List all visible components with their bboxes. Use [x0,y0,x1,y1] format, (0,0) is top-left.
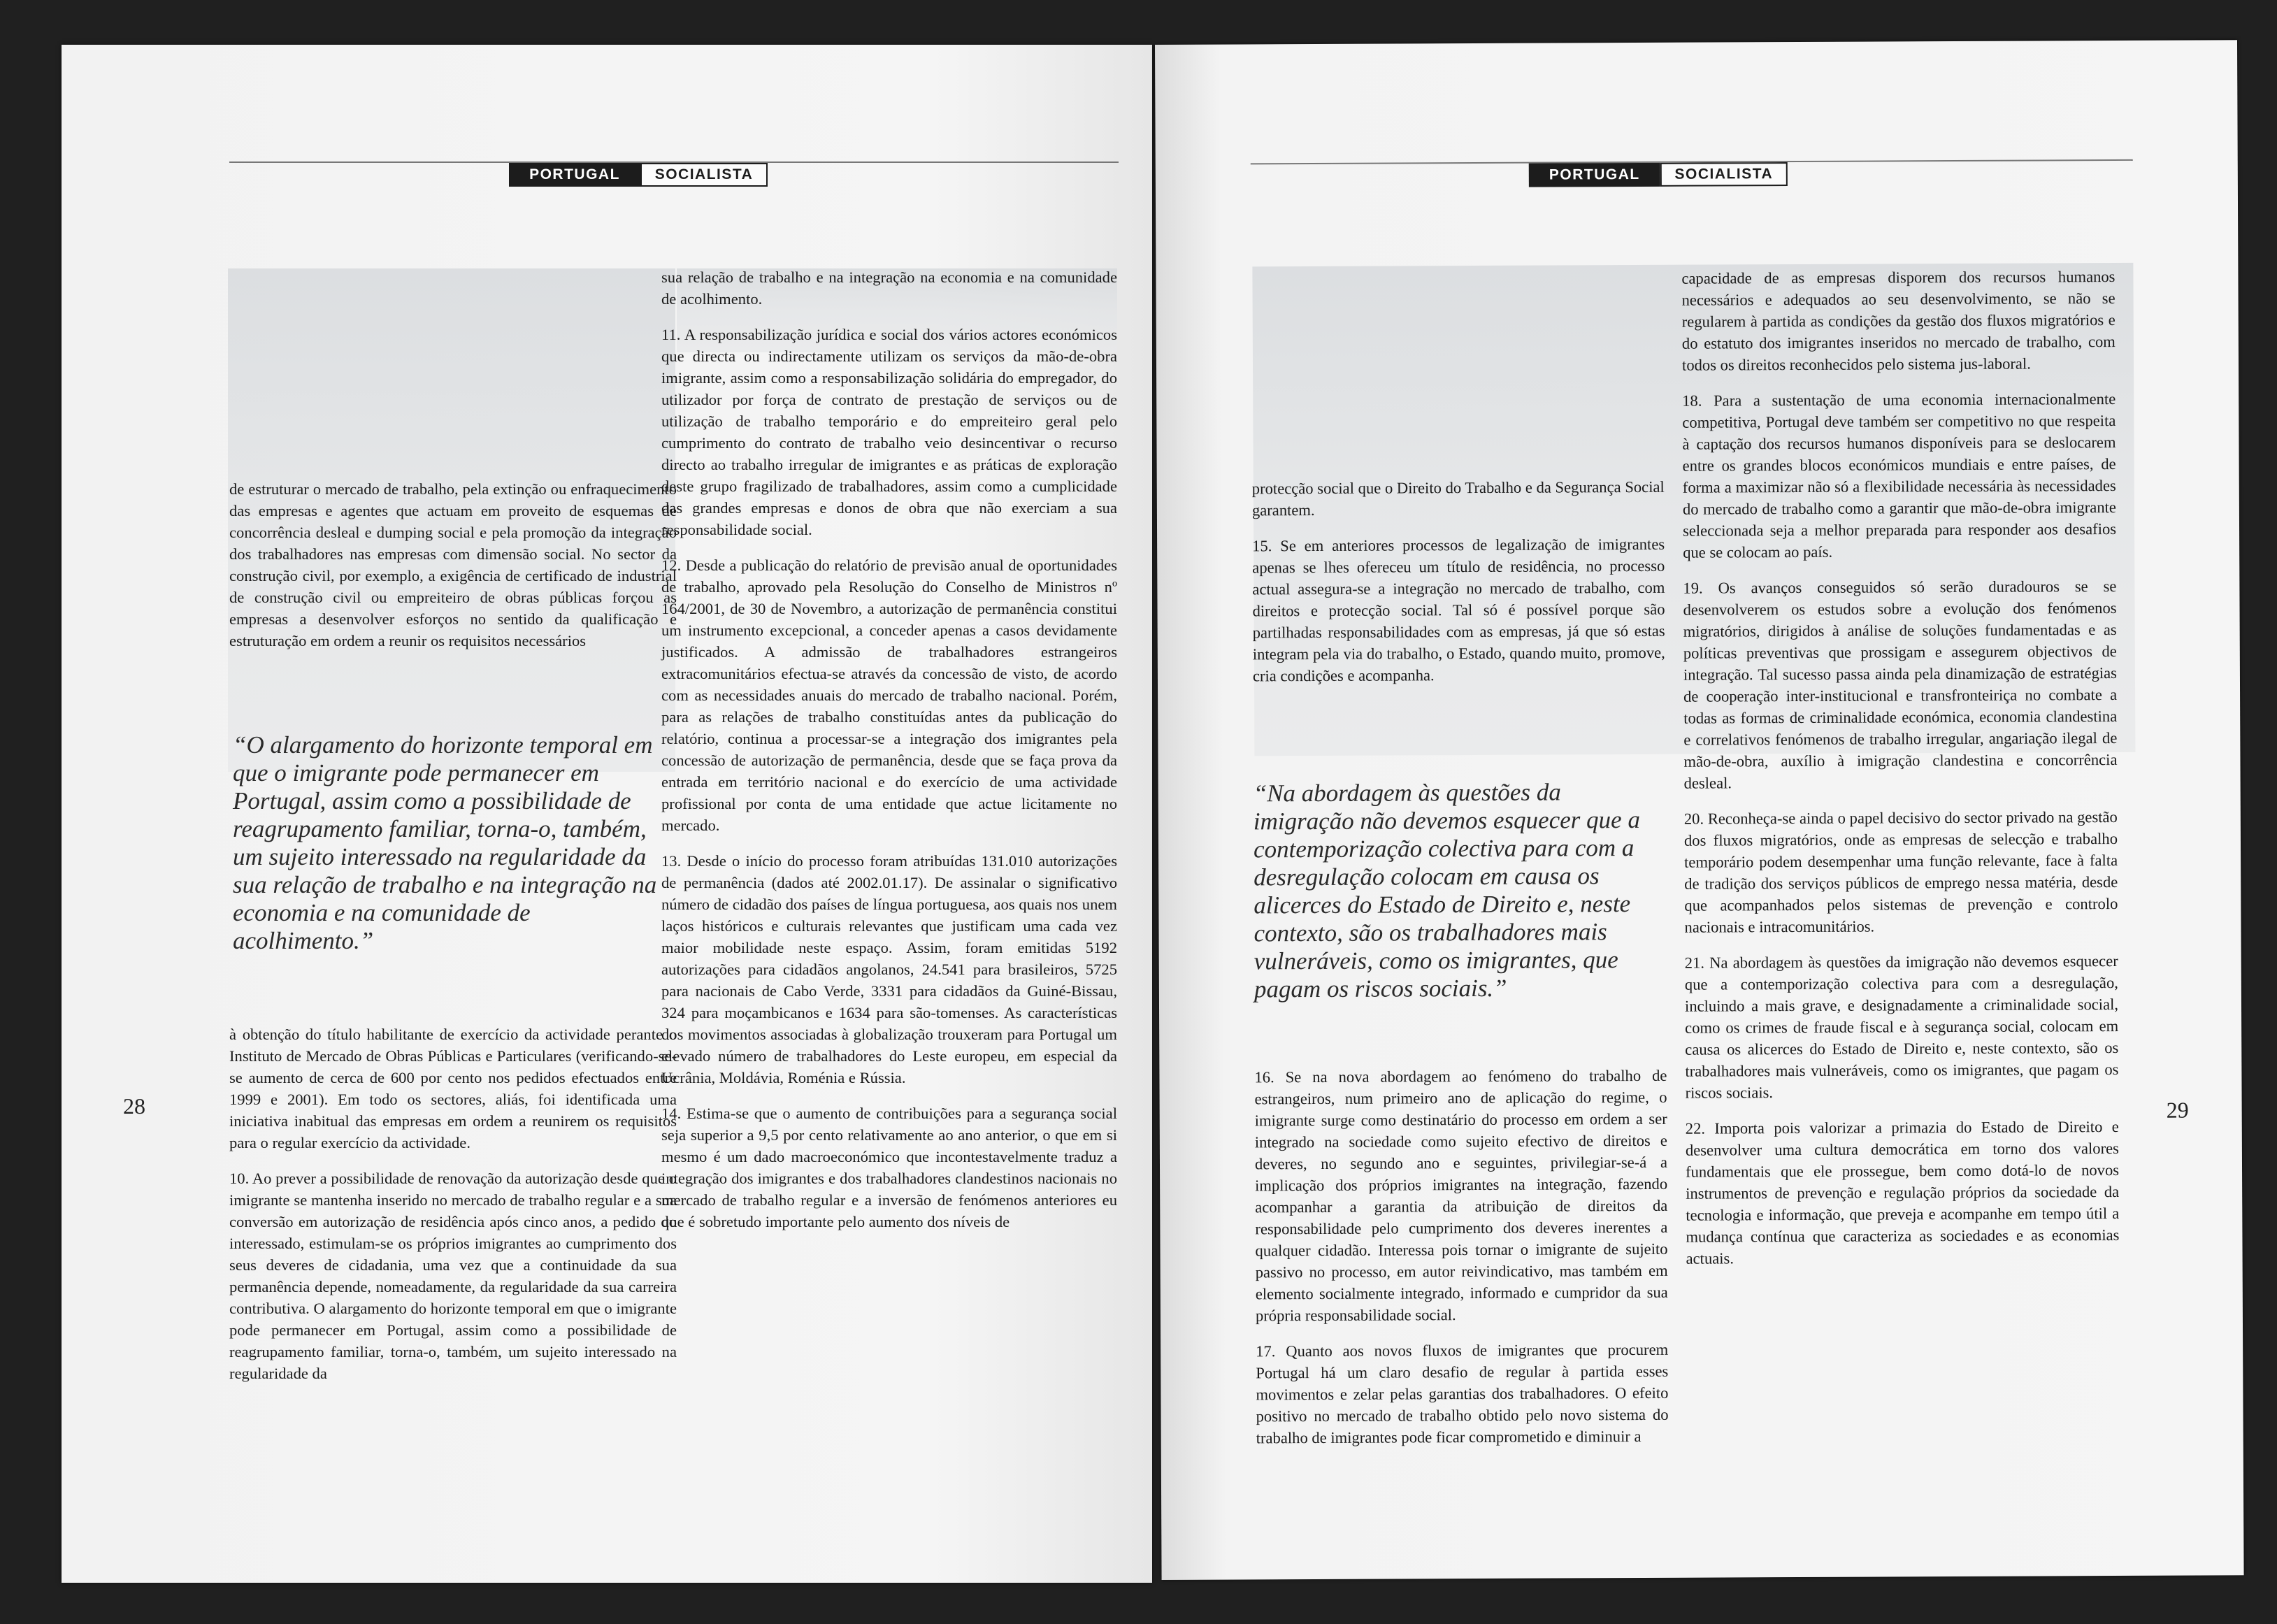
masthead-socialista: SOCIALISTA [640,163,768,187]
left-column-1 [229,478,677,666]
paragraph-16: 16. Se na nova abordagem ao fenómeno do trabalho de estrangeiros, num primeiro ano de aplicação do regime, o imigrante surge como destinatário do processo em ordem a ser integrado na sociedade como sujeito efectivo de direitos e deveres, no segundo ano e seguintes, privilegiar-se-á a implicação dos próprios imigrantes na integração, fazendo acompanhar a garantia da atribuição de direitos da responsabilidade pelo cumprimento dos deveres inerentes a qualquer cidadão. Interessa pois tornar o imigrante de sujeito passivo no processo, em autor reivindicativo, mas também em elemento socialmente integrado, informado e cumpridor da sua própria responsabilidade social. [1254,1066,1668,1325]
paragraph-19: 19. Os avanços conseguidos só serão duradouros se se desenvolverem os estudos sobre a evolução dos fenómenos migratórios, dirigidos à análise de soluções fundamentadas e as políticas preventivas que prossigam e assegurem objectivos de integração. Tal sucesso passa ainda pela dinamização de estratégias de cooperação inter-institucional e transfronteiriça no combate a todas as formas de criminalidade económica, economia clandestina e correlativos fenómenos de trabalho irregular, angariação ilegal de mão-de-obra, auxílio à imigração clandestina e concorrência desleal. [1683,577,2118,792]
masthead-portugal: PORTUGAL [509,163,640,187]
paragraph-10: 10. Ao prever a possibilidade de renovação da autorização desde que o imigrante se mantenha inserido no mercado de trabalho regular e a sua conversão em autorização de residência após cinco anos, a pedido do interessado, estimulam-se os próprios imigrantes ao cumprimento dos seus deveres de cidadania, uma vez que a continuidade da sua permanência depende, nomeadamente, da regularidade da sua carreira contributiva. O alargamento do horizonte temporal em que o imigrante pode permanecer em Portugal, assim como a possibilidade de reagrupamento familiar, torna-o, também, um sujeito interessado na regularidade da [229,1170,677,1382]
left-column-2 [661,266,1117,1246]
right-column-1 [1252,476,1665,701]
left-column-1-lower [229,1023,677,1398]
paragraph-17: 17. Quanto aos novos fluxos de imigrantes que procurem Portugal há um claro desafio de regular à partida esses movimentos e zelar pelas garantias dos trabalhadores. O efeito positivo no mercado de trabalho obtido pelo novo sistema do trabalho de imigrantes pode ficar comprometido e diminuir a [1256,1340,1669,1447]
pull-quote: “O alargamento do horizonte temporal em que o imigrante pode permanecer em Portugal, assim como a possibilidade de reagrupamento familiar, torna-o, também, um sujeito interessado na regularidade da sua relação de trabalho e na integração na economia e na comunidade de acolhimento.” [233,731,657,954]
pull-quote: “Na abordagem às questões da imigração não devemos esquecer que a contemporização colectiva para com a desregulação colocam em causa os alicerces do Estado de Direito e, neste contexto, são os trabalhadores mais vulneráveis, como os imigrantes, que pagam os riscos sociais.” [1253,778,1640,1003]
paragraph: capacidade de as empresas disporem dos recursos humanos necessários e adequados ao seu desenvolvimento, se não se regularem à partida as condições da gestão dos fluxos migratórios e do estatuto dos imigrantes inseridos no mercado de trabalho, com todos os direitos reconhecidos pelo sistema jus-laboral. [1681,268,2116,374]
paragraph-18: 18. Para a sustentação de uma economia internacionalmente competitiva, Portugal deve também ser competitivo no que respeita à captação dos recursos humanos disponíveis para se deslocarem entre os grandes blocos económicos mundiais e entre países, de forma a maximizar não só a flexibilidade necessária às necessidades do mercado de trabalho como a garantir que mão-de-obra imigrante seleccionada seja a melhor preparada para responder aos desafios que se colocam ao país. [1682,390,2117,561]
paragraph-20: 20. Reconheça-se ainda o papel decisivo do sector privado na gestão dos fluxos migratórios, onde as empresas de selecção e trabalho temporário podem desempenhar uma função relevante, face à falta de tradição dos serviços públicos de emprego nessa matéria, desde que acompanhados pelos sistemas de prevenção e controlo nacionais e intracomunitários. [1683,808,2118,936]
page-number: 28 [123,1093,145,1119]
masthead [1529,162,1788,187]
masthead-portugal: PORTUGAL [1529,163,1660,187]
page-number: 29 [2166,1097,2189,1123]
paragraph: de estruturar o mercado de trabalho, pela extinção ou enfraquecimento das empresas e agentes que actuam em proveito de esquemas de concorrência desleal e dumping social e pela promoção da integração dos trabalhadores nas empresas com dimensão social. No sector da construção civil, por exemplo, a exigência de certificado de industrial de construção civil ou empreiteiro de obras públicas forçou as empresas a desenvolver esforços no sentido da qualificação e estruturação em ordem a reunir os requisitos necessários [229,480,677,649]
right-page [1155,40,2244,1580]
paragraph-22: 22. Importa pois valorizar a primazia do Estado de Direito e desenvolver uma cultura democrática em torno dos valores fundamentais que ele prossegue, bem como dotá-lo de novos instrumentos de prevenção e regulação próprios da sociedade da tecnologia e informação, que preveja e acompanhe em tempo útil a mudança contínua que caracteriza as sociedades e as economias actuais. [1685,1117,2120,1267]
masthead [509,163,768,187]
paragraph-14: 14. Estima-se que o aumento de contribuições para a segurança social seja superior a 9,5 por cento relativamente ao ano anterior, o que em si mesmo é um dado macroeconómico que incontestavelmente traduz a integração dos imigrantes e dos trabalhadores clandestinos nacionais no mercado de trabalho regular e a inversão de fenómenos anteriores eu que é sobretudo importante pelo aumento dos níveis de [661,1105,1117,1230]
right-column-2 [1681,266,2119,1284]
paragraph-21: 21. Na abordagem às questões da imigração não devemos esquecer que a contemporização colectiva para com a desregulação, incluindo a mais grave, e designadamente a criminalidade social, como os crimes de fraude fiscal e à segurança social, colocam em causa os alicerces do Estado de Direito e, neste contexto, são os trabalhadores mais vulneráveis, como os imigrantes, que pagam os riscos sociais. [1684,952,2119,1102]
paragraph-11: 11. A responsabilização jurídica e social dos vários actores económicos que directa ou indirectamente utilizam os serviços da mão-de-obra imigrante, assim como a responsabilização solidária do empregador, do utilizador por força de contrato de prestação de serviços ou de utilização de trabalho temporário e do empreiteiro geral pelo cumprimento do contrato de trabalho veio desincentivar o recurso directo ao trabalho irregular de imigrantes e as práticas de exploração deste grupo fragilizado de trabalhadores, assim como a cumplicidade das grandes empresas e donos de obra que não exerciam a sua responsabilidade social. [661,326,1117,538]
paragraph-12: 12. Desde a publicação do relatório de previsão anual de oportunidades de trabalho, aprovado pela Resolução do Conselho de Ministros nº 164/2001, de 30 de Novembro, a autorização de permanência constitui um instrumento excepcional, a conceder apenas a casos devidamente justificados. A admissão de trabalhadores estrangeiros extracomunitários efectua-se através da concessão de visto, de acordo com as necessidades anuais do mercado de trabalho nacional. Porém, para as relações de trabalho constituídas antes da publicação do relatório, continua a processar-se a integração dos imigrantes pela concessão de autorização de permanência, desde que se faça prova da entrada em território nacional e do exercício de uma actividade profissional por conta de uma entidade que actue licitamente no mercado. [661,556,1117,834]
paragraph: sua relação de trabalho e na integração na economia e na comunidade de acolhimento. [661,268,1117,308]
left-page [62,45,1152,1583]
paragraph-15: 15. Se em anteriores processos de legalização de imigrantes apenas se lhes ofereceu um título de residência, no processo actual assegura-se a integração no mercado de trabalho, com direitos e protecção social. Tal só é possível porque são partilhadas responsabilidades com as empresas, já que só estas integram pela via do trabalho, o Estado, quando muito, promove, cria condições e acompanha. [1252,535,1665,685]
paragraph: protecção social que o Direito do Trabalho e da Segurança Social garantem. [1251,477,1665,519]
paragraph: à obtenção do título habilitante de exercício da actividade perante o Instituto de Mercado de Obras Públicas e Particulares (verificando-se-se aumento de cerca de 600 por cento nos pedidos efectuados entre 1999 e 2001). Em todo os sectores, aliás, foi identificada uma iniciativa inabitual das empresas em ordem a reunirem os requisitos para o regular exercício da actividade. [229,1026,677,1151]
right-column-1-lower [1254,1065,1668,1463]
paragraph-13: 13. Desde o início do processo foram atribuídas 131.010 autorizações de permanência (dados até 2002.01.17). De assinalar o significativo número de cidadão dos países de língua portuguesa, aos quais nos unem laços históricos e culturais relevantes que justificam uma cada vez maior mobilidade neste espaço. Assim, foram emitidas 5192 autorizações para cidadãos angolanos, 24.541 para brasileiros, 5725 para nacionais de Cabo Verde, 3331 para cidadãos da Guiné-Bissau, 324 para moçambicanos e 1634 para são-tomenses. As características dos movimentos associadas à globalização trouxeram para Portugal um elevado número de trabalhadores do Leste europeu, em especial da Ucrânia, Moldávia, Roménia e Rússia. [661,852,1117,1086]
masthead-socialista: SOCIALISTA [1660,162,1788,187]
